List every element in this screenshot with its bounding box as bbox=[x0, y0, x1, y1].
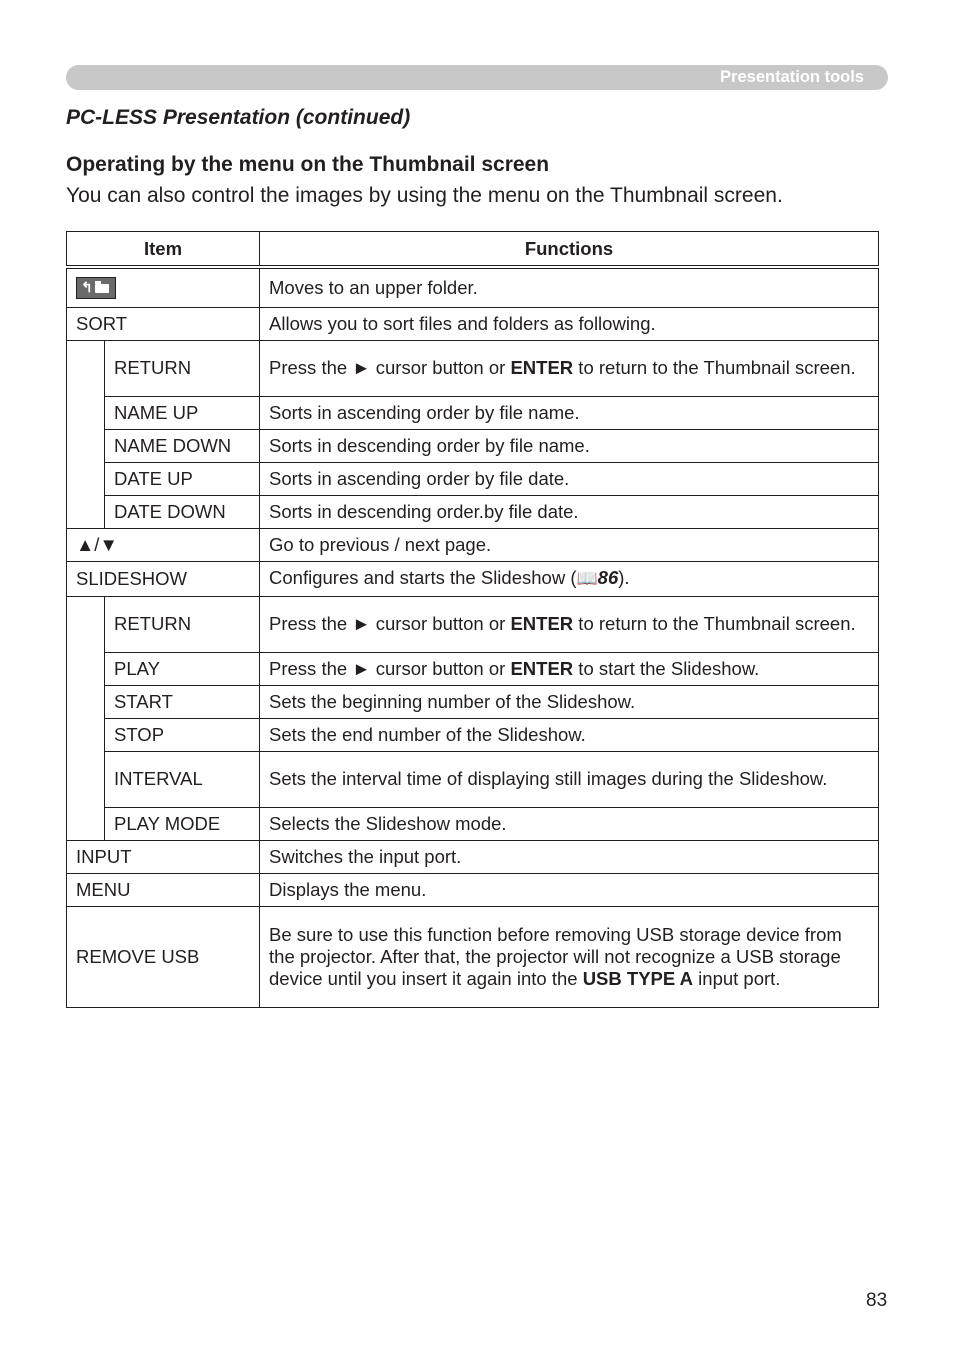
item-cell: PLAY MODE bbox=[105, 807, 260, 840]
function-cell: Sorts in ascending order by file date. bbox=[260, 462, 879, 495]
table-row bbox=[67, 396, 879, 429]
item-cell: RETURN bbox=[105, 340, 260, 396]
header-item: Item bbox=[67, 232, 260, 268]
item-cell: MENU bbox=[67, 873, 260, 906]
item-cell: SLIDESHOW bbox=[67, 561, 260, 596]
table-row bbox=[67, 840, 879, 873]
function-cell: Configures and starts the Slideshow (📖86). bbox=[260, 561, 879, 596]
function-cell: Sorts in descending order by file name. bbox=[260, 429, 879, 462]
indent-cell bbox=[67, 462, 105, 495]
page-ref: 86 bbox=[597, 567, 619, 588]
upper-folder-icon: ↰ bbox=[76, 277, 116, 299]
indent-cell bbox=[67, 685, 105, 718]
intro-text: You can also control the images by using the menu on the Thumbnail screen. bbox=[66, 184, 783, 207]
function-cell: Sets the beginning number of the Slideshow. bbox=[260, 685, 879, 718]
item-cell: DATE DOWN bbox=[105, 495, 260, 528]
function-cell: Sorts in ascending order by file name. bbox=[260, 396, 879, 429]
indent-cell bbox=[67, 429, 105, 462]
header-functions: Functions bbox=[260, 232, 879, 268]
item-cell: DATE UP bbox=[105, 462, 260, 495]
table-row bbox=[67, 429, 879, 462]
table-row bbox=[67, 906, 879, 1007]
indent-cell bbox=[67, 596, 105, 652]
function-cell: Press the ► cursor button or ENTER to return to the Thumbnail screen. bbox=[260, 340, 879, 396]
item-cell: INPUT bbox=[67, 840, 260, 873]
indent-cell bbox=[67, 495, 105, 528]
indent-cell bbox=[67, 718, 105, 751]
table-row bbox=[67, 462, 879, 495]
function-cell: Be sure to use this function before removing USB storage device from the projector. After that, the projector will not recognize a USB storage device until you insert it again into the USB TYPE A input port. bbox=[260, 906, 879, 1007]
indent-cell bbox=[67, 340, 105, 396]
function-cell: Displays the menu. bbox=[260, 873, 879, 906]
table-row bbox=[67, 528, 879, 561]
indent-cell bbox=[67, 807, 105, 840]
table-row bbox=[67, 495, 879, 528]
item-cell: INTERVAL bbox=[105, 751, 260, 807]
function-cell: Press the ► cursor button or ENTER to start the Slideshow. bbox=[260, 652, 879, 685]
table-row bbox=[67, 652, 879, 685]
indent-cell bbox=[67, 751, 105, 807]
table-row bbox=[67, 685, 879, 718]
function-cell: Sets the end number of the Slideshow. bbox=[260, 718, 879, 751]
function-cell: Go to previous / next page. bbox=[260, 528, 879, 561]
item-cell bbox=[67, 267, 260, 307]
indent-cell bbox=[67, 396, 105, 429]
item-cell: NAME DOWN bbox=[105, 429, 260, 462]
item-cell: RETURN bbox=[105, 596, 260, 652]
item-cell: REMOVE USB bbox=[67, 906, 260, 1007]
table-row bbox=[67, 596, 879, 652]
function-cell: Switches the input port. bbox=[260, 840, 879, 873]
item-cell: SORT bbox=[67, 307, 260, 340]
subheading: Operating by the menu on the Thumbnail screen bbox=[66, 153, 550, 176]
page-number: 83 bbox=[866, 1290, 888, 1311]
function-cell: Sorts in descending order.by file date. bbox=[260, 495, 879, 528]
function-cell: Press the ► cursor button or ENTER to return to the Thumbnail screen. bbox=[260, 596, 879, 652]
function-cell: Sets the interval time of displaying still images during the Slideshow. bbox=[260, 751, 879, 807]
table-row bbox=[67, 718, 879, 751]
indent-cell bbox=[67, 652, 105, 685]
table-row bbox=[67, 340, 879, 396]
header-label: Presentation tools bbox=[720, 68, 864, 86]
section-title: PC-LESS Presentation (continued) bbox=[66, 106, 411, 129]
function-cell: Selects the Slideshow mode. bbox=[260, 807, 879, 840]
item-cell: ▲/▼ bbox=[67, 528, 260, 561]
table-row bbox=[67, 751, 879, 807]
table-row bbox=[67, 873, 879, 906]
item-cell: STOP bbox=[105, 718, 260, 751]
table-row bbox=[67, 267, 879, 307]
table-row bbox=[67, 807, 879, 840]
item-cell: PLAY bbox=[105, 652, 260, 685]
function-cell: Allows you to sort files and folders as following. bbox=[260, 307, 879, 340]
item-cell: START bbox=[105, 685, 260, 718]
function-cell: Moves to an upper folder. bbox=[260, 267, 879, 307]
table-header-row bbox=[67, 232, 879, 268]
table-row bbox=[67, 561, 879, 596]
functions-table bbox=[66, 231, 879, 1008]
header-bar bbox=[66, 65, 888, 90]
item-cell: NAME UP bbox=[105, 396, 260, 429]
table-row bbox=[67, 307, 879, 340]
book-icon: 📖 bbox=[576, 569, 598, 588]
